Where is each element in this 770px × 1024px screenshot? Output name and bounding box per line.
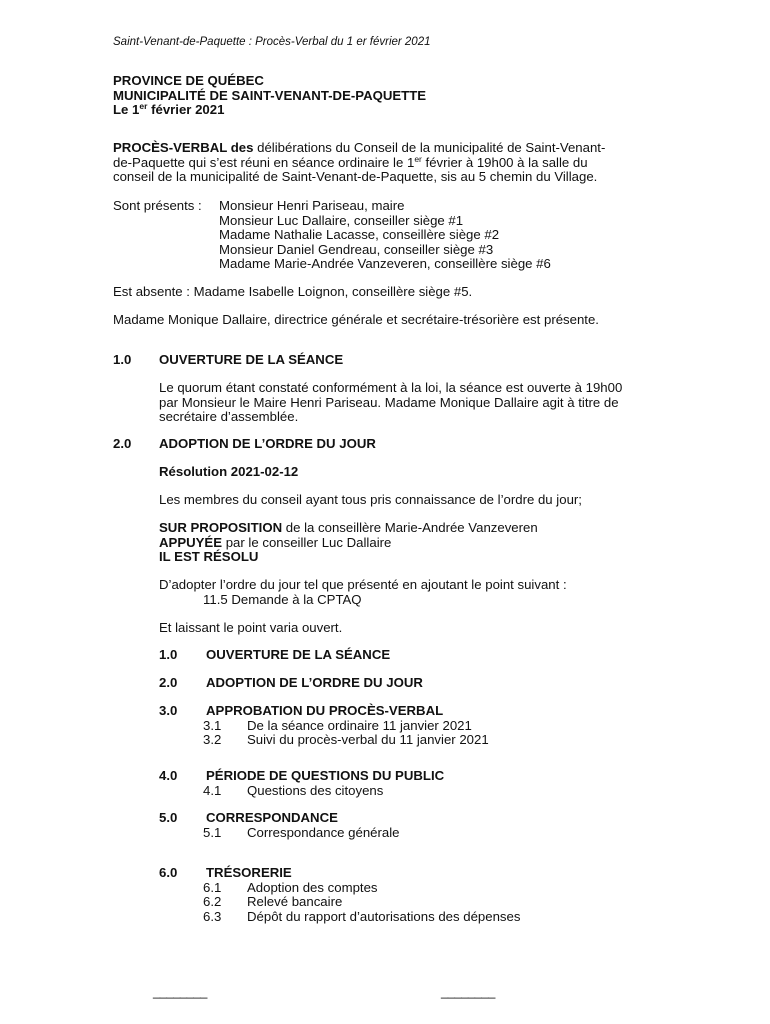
present-member: Madame Marie-Andrée Vanzeveren, conseillère siège #6	[219, 256, 551, 272]
section-2-title: ADOPTION DE L’ORDRE DU JOUR	[159, 436, 376, 451]
agenda-section-number: 4.0	[159, 768, 178, 783]
agenda-subitem-text: Questions des citoyens	[247, 782, 384, 798]
present-member: Madame Nathalie Lacasse, conseillère siège #2	[219, 227, 500, 243]
agenda-subitem	[159, 719, 489, 734]
added-point: 11.5 Demande à la CPTAQ	[203, 592, 362, 607]
present-member: Monsieur Luc Dallaire, conseiller siège #1	[219, 212, 464, 228]
section-1-line: par Monsieur le Maire Henri Pariseau. Madame Monique Dallaire agit à titre de	[159, 394, 619, 410]
present-member: Monsieur Daniel Gendreau, conseiller siège #3	[219, 241, 494, 257]
agenda-section	[159, 648, 390, 663]
agenda-section-heading	[159, 676, 423, 691]
agenda-subitem	[159, 910, 520, 925]
agenda-subitem-number: 5.1	[203, 824, 222, 840]
present-list	[219, 199, 551, 272]
agenda-section	[159, 811, 400, 840]
section-1-line: secrétaire d’assemblée.	[159, 409, 299, 425]
agenda-subitem	[159, 881, 520, 896]
province-line: PROVINCE DE QUÉBEC	[113, 73, 264, 88]
intro-paragraph: PROCÈS-VERBAL des délibérations du Conseil de la municipalité de Saint-Venant- de-Paquette qui s’est réuni en séance ordinaire le 1er février à 19h00 à la salle du conseil de la municipalité de Saint-Venant-de-Paquette, sis au 5 chemin du Village.	[113, 140, 606, 185]
members-line: Les membres du conseil ayant tous pris connaissance de l’ordre du jour;	[159, 492, 582, 507]
agenda-subitem	[159, 826, 400, 841]
agenda-subitem-number: 6.3	[203, 908, 222, 924]
resolution-number: Résolution 2021-02-12	[159, 464, 299, 479]
agenda-subitem	[159, 733, 489, 748]
agenda-subitem-text: Suivi du procès-verbal du 11 janvier 2021	[247, 732, 489, 748]
signature-line-right: ________	[441, 984, 495, 999]
section-2-number: 2.0	[113, 436, 132, 451]
agenda-section-heading	[159, 704, 489, 719]
agenda-section	[159, 704, 489, 748]
agenda-subitem-number: 3.1	[203, 717, 222, 733]
motion-block: SUR PROPOSITION de la conseillère Marie-Andrée Vanzeveren APPUYÉE par le conseiller Luc Dallaire IL EST RÉSOLU	[159, 520, 538, 565]
agenda-section-number: 3.0	[159, 703, 178, 718]
agenda-section	[159, 676, 423, 691]
agenda-section	[159, 866, 520, 924]
heading-block	[113, 74, 426, 118]
absent-line: Est absente : Madame Isabelle Loignon, conseillère siège #5.	[113, 284, 473, 299]
agenda-section-title: APPROBATION DU PROCÈS-VERBAL	[206, 703, 444, 718]
agenda-section-title: ADOPTION DE L’ORDRE DU JOUR	[206, 675, 423, 690]
agenda-section-title: OUVERTURE DE LA SÉANCE	[206, 647, 391, 662]
present-member: Monsieur Henri Pariseau, maire	[219, 198, 405, 213]
agenda-section-title: PÉRIODE DE QUESTIONS DU PUBLIC	[206, 768, 445, 783]
agenda-subitem-text: De la séance ordinaire 11 janvier 2021	[247, 717, 472, 733]
proces-verbal-label: PROCÈS-VERBAL des	[113, 140, 254, 155]
agenda-subitem-text: Adoption des comptes	[247, 879, 378, 895]
agenda-subitem	[159, 895, 520, 910]
adopt-line: D’adopter l’ordre du jour tel que présenté en ajoutant le point suivant :	[159, 577, 567, 592]
section-1-body	[159, 381, 622, 425]
running-header: Saint-Venant-de-Paquette : Procès-Verbal du 1 er février 2021	[113, 36, 431, 48]
agenda-section-heading	[159, 769, 444, 784]
agenda-subitem-number: 6.2	[203, 894, 222, 910]
agenda-section	[159, 769, 444, 798]
agenda-section-heading	[159, 648, 390, 663]
section-1-line: Le quorum étant constaté conformément à la loi, la séance est ouverte à 19h00	[159, 380, 623, 395]
agenda-subitem-text: Correspondance générale	[247, 824, 400, 840]
agenda-section-title: CORRESPONDANCE	[206, 810, 338, 825]
agenda-section-title: TRÉSORERIE	[206, 865, 292, 880]
signature-line-left: ________	[153, 984, 207, 999]
agenda-section-number: 1.0	[159, 647, 178, 662]
varia-line: Et laissant le point varia ouvert.	[159, 620, 343, 635]
agenda-subitem	[159, 784, 444, 799]
director-line: Madame Monique Dallaire, directrice générale et secrétaire-trésorière est présente.	[113, 312, 599, 327]
agenda-subitem-number: 6.1	[203, 879, 222, 895]
agenda-section-heading	[159, 866, 520, 881]
section-1-number: 1.0	[113, 352, 132, 367]
agenda-section-heading	[159, 811, 400, 826]
agenda-subitem-text: Dépôt du rapport d’autorisations des dépenses	[247, 908, 521, 924]
agenda-section-number: 5.0	[159, 810, 178, 825]
agenda-subitem-number: 4.1	[203, 782, 222, 798]
agenda-section-number: 2.0	[159, 675, 178, 690]
agenda-subitem-text: Relevé bancaire	[247, 894, 343, 910]
present-label: Sont présents :	[113, 198, 202, 213]
agenda-section-number: 6.0	[159, 865, 178, 880]
section-1-title: OUVERTURE DE LA SÉANCE	[159, 352, 344, 367]
agenda-subitem-number: 3.2	[203, 732, 222, 748]
municipality-line: MUNICIPALITÉ DE SAINT-VENANT-DE-PAQUETTE	[113, 87, 427, 103]
date-line: Le 1er février 2021	[113, 101, 225, 118]
